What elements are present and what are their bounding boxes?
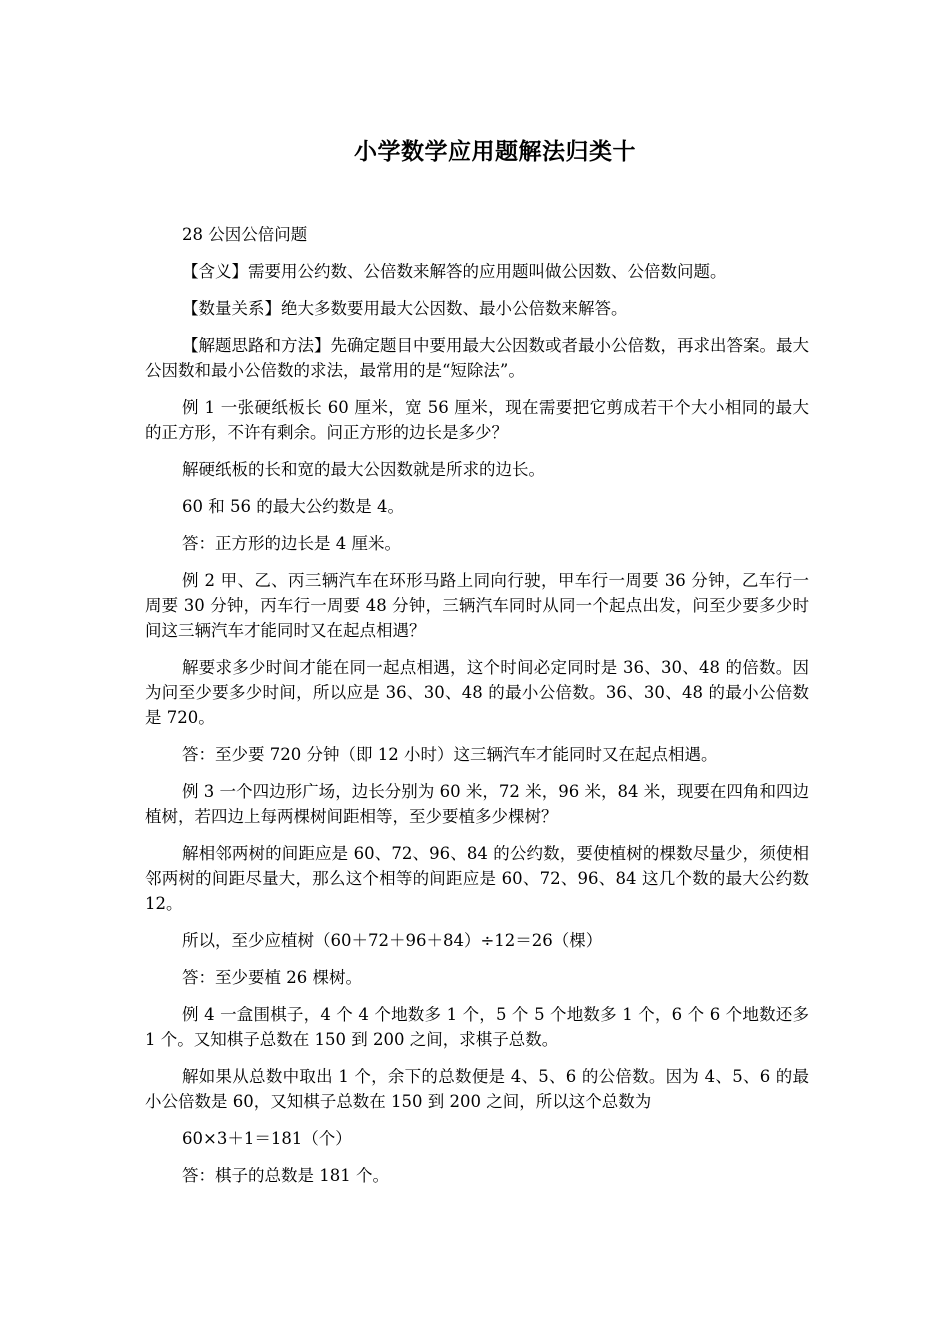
quantity-relation-paragraph: 【数量关系】绝大多数要用最大公因数、最小公倍数来解答。	[182, 299, 628, 318]
example-4-solution: 解如果从总数中取出 1 个，余下的总数便是 4、5、6 的公倍数。因为 4、5、6 的最小公倍数是 60，又知棋子总数在 150 到 200 之间，所以这个总数为	[145, 1067, 809, 1111]
example-2-question: 例 2 甲、乙、丙三辆汽车在环形马路上同向行驶，甲车行一周要 36 分钟，乙车行一周要 30 分钟，丙车行一周要 48 分钟，三辆汽车同时从同一个起点出发，问至少要多少时间这三辆汽车才能同时又在起点相遇？	[145, 571, 809, 640]
example-1-answer: 答：正方形的边长是 4 厘米。	[182, 534, 401, 553]
example-1-question: 例 1 一张硬纸板长 60 厘米，宽 56 厘米，现在需要把它剪成若干个大小相同的最大的正方形，不许有剩余。问正方形的边长是多少？	[145, 398, 809, 442]
example-4-answer: 答：棋子的总数是 181 个。	[182, 1166, 389, 1185]
example-4-question: 例 4 一盒围棋子，4 个 4 个地数多 1 个，5 个 5 个地数多 1 个，6 个 6 个地数还多 1 个。又知棋子总数在 150 到 200 之间，求棋子总数。	[145, 1005, 809, 1049]
example-2-solution: 解要求多少时间才能在同一起点相遇，这个时间必定同时是 36、30、48 的倍数。因为问至少要多少时间，所以应是 36、30、48 的最小公倍数。36、30、48 的最小公倍数是 720。	[145, 658, 809, 727]
page-title: 小学数学应用题解法归类十	[354, 139, 636, 165]
definition-paragraph: 【含义】需要用公约数、公倍数来解答的应用题叫做公因数、公倍数问题。	[182, 262, 727, 281]
example-3-calculation: 所以，至少应植树（60＋72＋96＋84）÷12＝26（棵）	[182, 931, 603, 950]
section-heading: 28 公因公倍问题	[182, 225, 308, 244]
example-1-solution: 解硬纸板的长和宽的最大公因数就是所求的边长。	[182, 460, 545, 479]
example-2-answer: 答：至少要 720 分钟（即 12 小时）这三辆汽车才能同时又在起点相遇。	[182, 745, 718, 764]
example-1-calculation: 60 和 56 的最大公约数是 4。	[182, 497, 404, 516]
example-4-calculation: 60×3＋1＝181（个）	[182, 1129, 352, 1148]
method-paragraph: 【解题思路和方法】先确定题目中要用最大公因数或者最小公倍数，再求出答案。最大公因数和最小公倍数的求法，最常用的是“短除法”。	[145, 336, 809, 380]
document-body	[145, 222, 809, 1200]
example-3-question: 例 3 一个四边形广场，边长分别为 60 米，72 米，96 米，84 米，现要在四角和四边植树，若四边上每两棵树间距相等，至少要植多少棵树？	[145, 782, 809, 826]
example-3-answer: 答：至少要植 26 棵树。	[182, 968, 362, 987]
example-3-solution: 解相邻两树的间距应是 60、72、96、84 的公约数，要使植树的棵数尽量少，须使相邻两树的间距尽量大，那么这个相等的间距应是 60、72、96、84 这几个数的最大公约数 12。	[145, 844, 809, 913]
